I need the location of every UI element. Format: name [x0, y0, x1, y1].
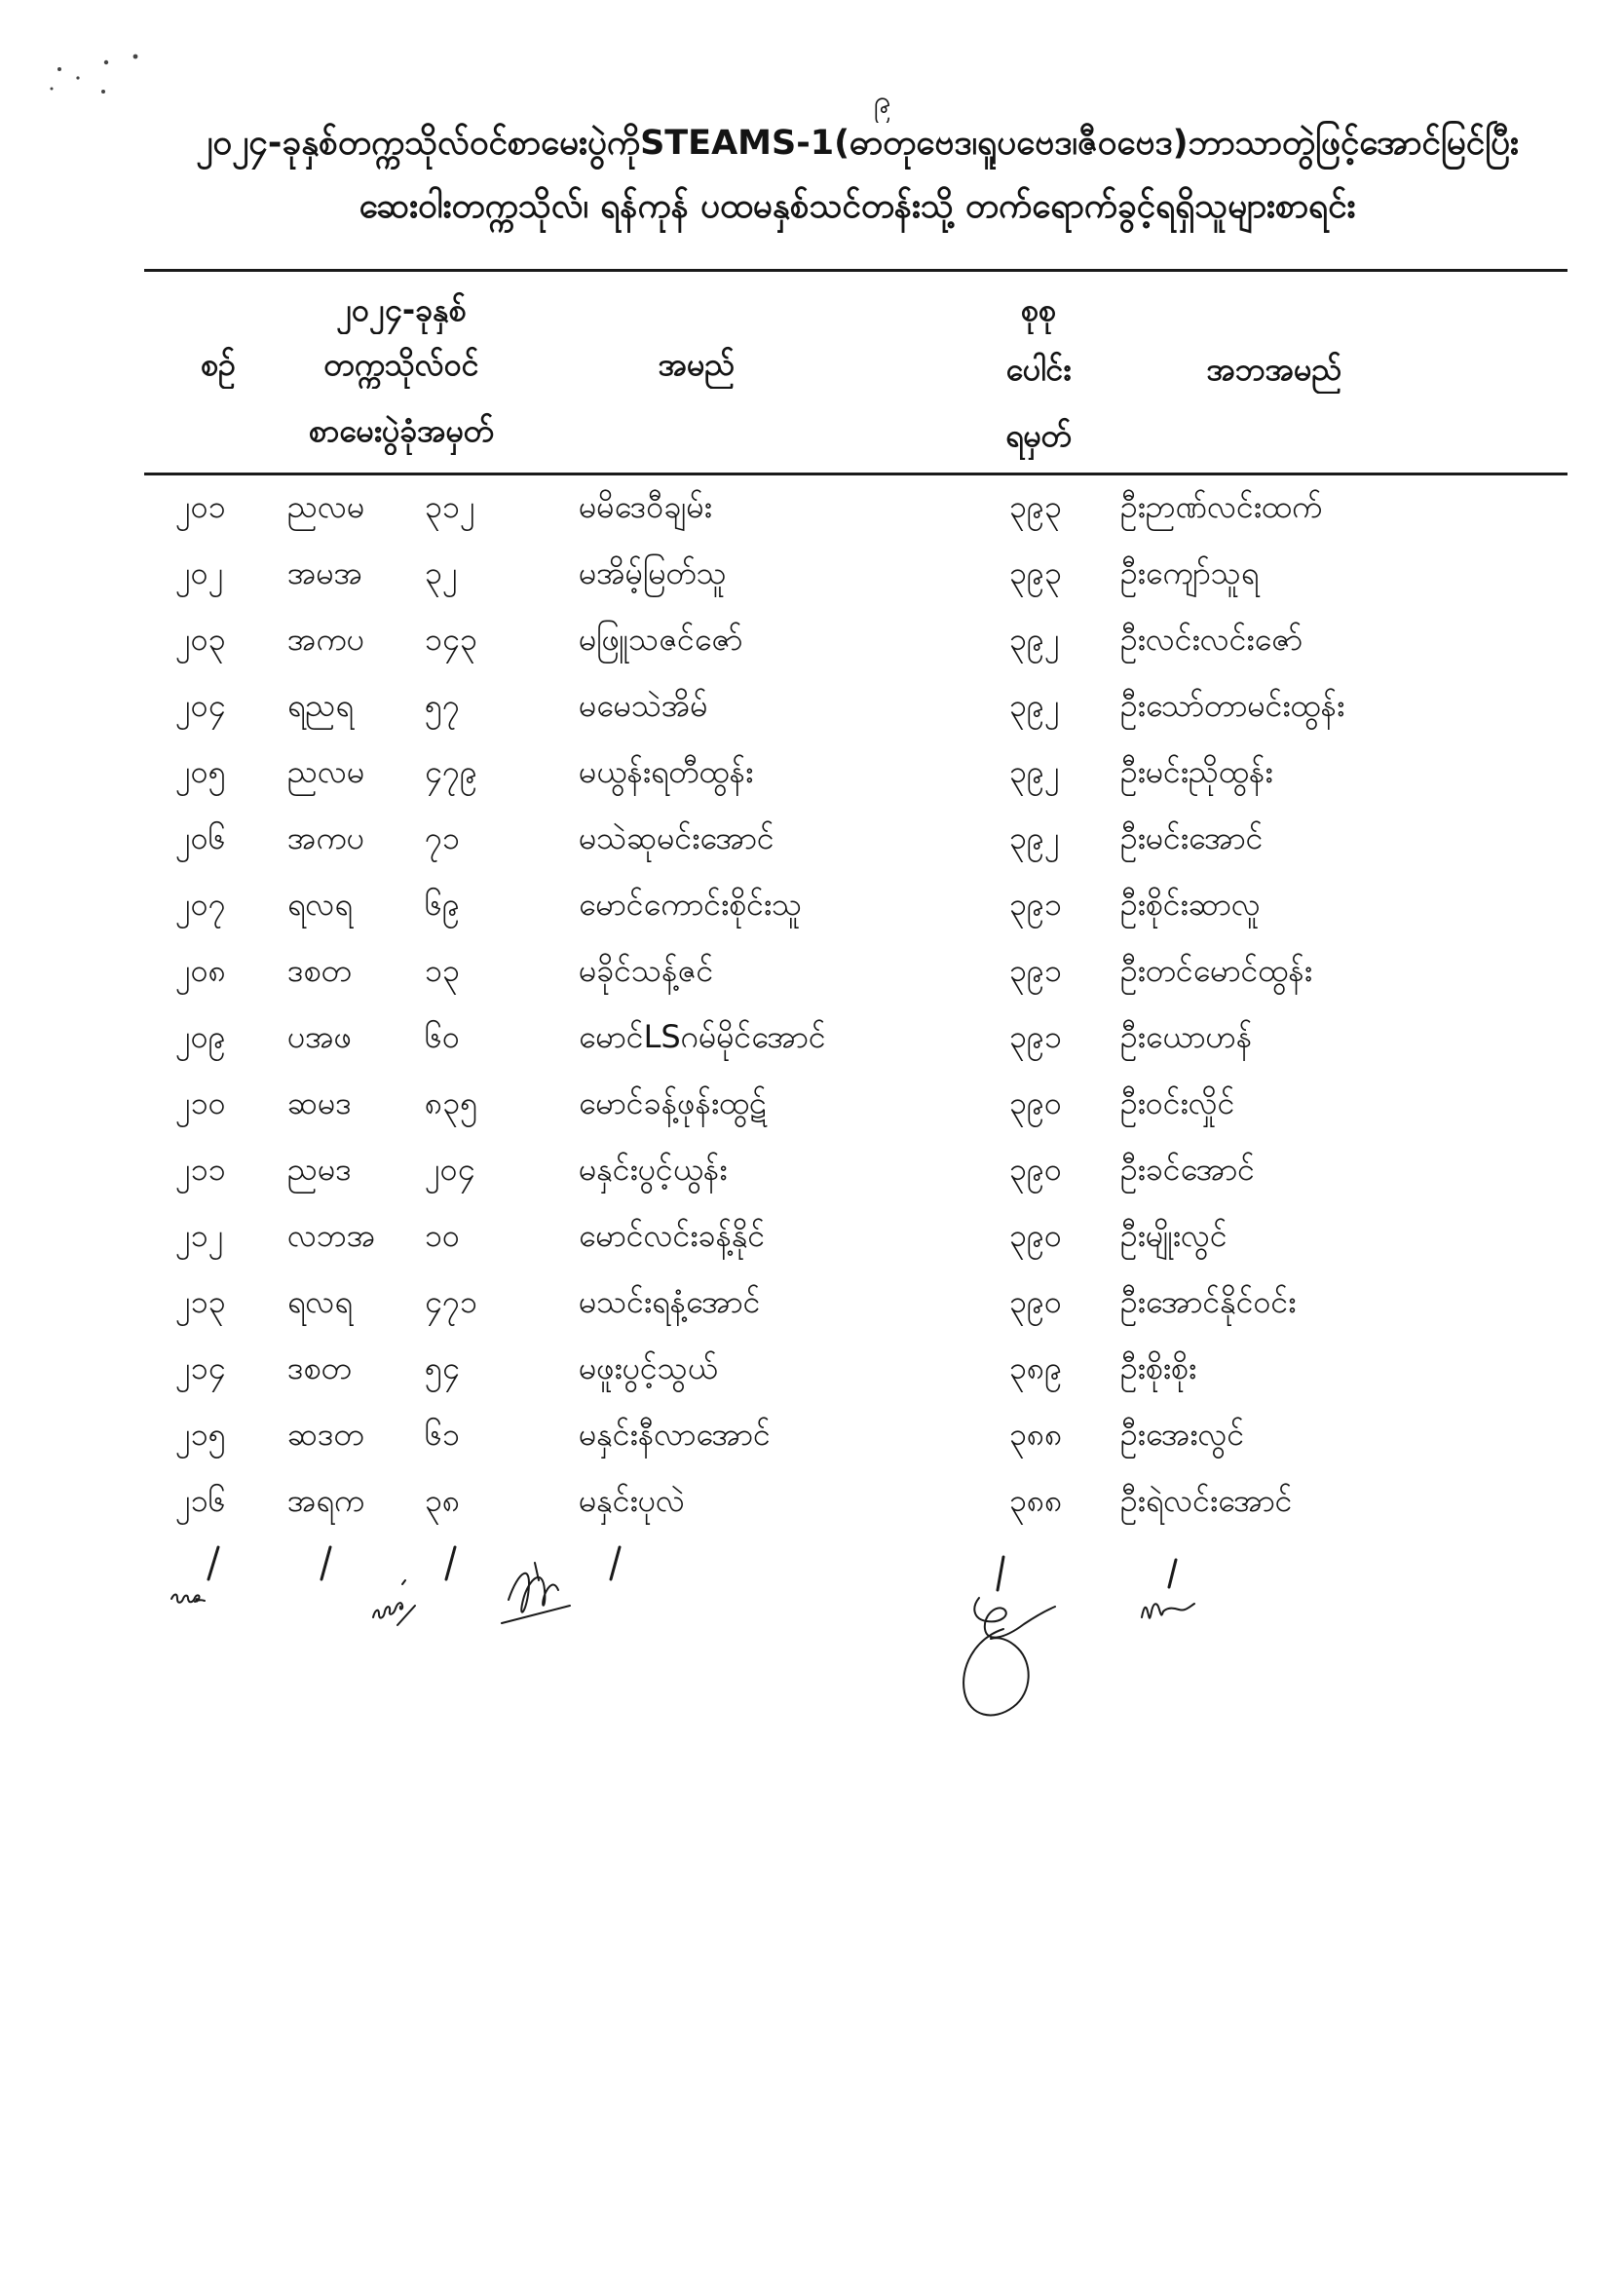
table-row	[0, 1136, 1624, 1202]
table-row	[0, 1070, 1624, 1136]
cell-seat-number: ၆၉	[425, 886, 460, 923]
initials-signature-2	[373, 1580, 415, 1625]
cell-father-name: ဦးခင်အောင်	[1120, 1151, 1256, 1188]
header-total-line-2: ပေါင်း	[1005, 351, 1072, 388]
header-name: အမည်	[658, 346, 736, 383]
cell-seat-number: ၈၃၅	[425, 1084, 478, 1121]
cell-exam-center-code: ဆဒတ	[287, 1416, 364, 1453]
cell-total-score: ၃၉၃	[1009, 488, 1062, 525]
initials-signature-3	[502, 1563, 570, 1623]
cell-student-name: မဖူးပွင့်သွယ်	[579, 1349, 718, 1386]
cell-father-name: ဦးအေးလွင်	[1120, 1416, 1245, 1453]
cell-father-name: ဦးလင်းလင်းဇော်	[1120, 621, 1303, 658]
cell-exam-center-code: လဘအ	[287, 1217, 376, 1254]
cell-father-name: ဦးအောင်နိုင်ဝင်း	[1120, 1283, 1297, 1320]
cell-student-name: မနှင်းနီလာအောင်	[579, 1416, 771, 1453]
cell-serial-number: ၂၀၂	[175, 554, 224, 591]
cell-seat-number: ၁၃	[425, 952, 460, 989]
check-slashes	[208, 1547, 1176, 1590]
table-row	[0, 540, 1624, 606]
cell-serial-number: ၂၀၈	[175, 952, 226, 989]
cell-serial-number: ၂၁၁	[175, 1151, 226, 1188]
header-exam-no-line-3: စာမေးပွဲခုံအမှတ်	[309, 412, 494, 449]
table-row	[0, 1335, 1624, 1401]
table-top-rule	[144, 269, 1567, 272]
cell-total-score: ၃၉၂	[1009, 753, 1060, 790]
cell-father-name: ဦးစိုင်းဆာလူ	[1120, 886, 1261, 923]
header-serial: စဉ်	[201, 346, 236, 383]
cell-total-score: ၃၉၀	[1009, 1217, 1062, 1254]
cell-seat-number: ၃၈	[425, 1482, 461, 1519]
cell-total-score: ၃၈၈	[1009, 1416, 1063, 1453]
cell-student-name: မောင်LSဂမ်မိုင်အောင်	[579, 1018, 826, 1055]
cell-exam-center-code: ဒစတ	[287, 952, 352, 989]
cell-serial-number: ၂၀၉	[175, 1018, 226, 1055]
cell-father-name: ဦးသော်တာမင်းထွန်း	[1120, 687, 1345, 724]
table-row	[0, 1004, 1624, 1070]
header-exam-no-line-1: ၂၀၂၄-ခုနှစ်	[336, 291, 467, 328]
cell-student-name: မနှင်းပုလဲ	[579, 1482, 685, 1519]
cell-student-name: မမိဒေဝီချမ်း	[579, 488, 712, 525]
cell-father-name: ဦးစိုးစိုး	[1120, 1349, 1197, 1386]
document-title-line-2: ဆေးဝါးတက္ကသိုလ်၊ ရန်ကုန် ပထမနှစ်သင်တန်းသို့ တက်ရောက်ခွင့်ရရှိသူများစာရင်း	[359, 187, 1356, 226]
main-signature	[963, 1598, 1055, 1715]
table-row	[0, 805, 1624, 871]
cell-serial-number: ၂၀၆	[175, 819, 226, 856]
cell-total-score: ၃၉၂	[1009, 819, 1060, 856]
cell-exam-center-code: ဆမဒ	[287, 1084, 352, 1121]
cell-student-name: မနှင်းပွင့်ယွန်း	[579, 1151, 728, 1188]
cell-exam-center-code: ရလရ	[287, 886, 353, 923]
cell-serial-number: ၂၀၅	[175, 753, 226, 790]
cell-father-name: ဦးတင်မောင်ထွန်း	[1120, 952, 1312, 989]
cell-seat-number: ၃၁၂	[425, 488, 475, 525]
table-row	[0, 672, 1624, 739]
cell-seat-number: ၁၀	[425, 1217, 460, 1254]
cell-exam-center-code: အကပ	[287, 819, 364, 856]
cell-student-name: မခိုင်သန့်ဇင်	[579, 952, 714, 989]
cell-father-name: ဦးကျော်သူရ	[1120, 554, 1260, 591]
cell-serial-number: ၂၁၀	[175, 1084, 226, 1121]
cell-father-name: ဦးမျိုးလွင်	[1120, 1217, 1227, 1254]
cell-total-score: ၃၉၂	[1009, 687, 1060, 724]
cell-seat-number: ၁၄၃	[425, 621, 477, 658]
cell-student-name: မအိမ့်မြတ်သူ	[579, 554, 727, 591]
cell-serial-number: ၂၁၂	[175, 1217, 224, 1254]
cell-total-score: ၃၈၈	[1009, 1482, 1063, 1519]
cell-exam-center-code: အကပ	[287, 621, 364, 658]
cell-student-name: မသဲဆုမင်းအောင်	[579, 819, 774, 856]
cell-serial-number: ၂၀၁	[175, 488, 226, 525]
header-total-line-3: ရမှတ်	[1005, 417, 1072, 454]
cell-total-score: ၃၉၂	[1009, 621, 1060, 658]
table-row	[0, 606, 1624, 672]
cell-father-name: ဦးဝင်းလှိုင်	[1120, 1084, 1235, 1121]
cell-seat-number: ၆၀	[425, 1018, 460, 1055]
cell-total-score: ၃၉၀	[1009, 1151, 1062, 1188]
cell-student-name: မောင်လင်းခန့်နိုင်	[579, 1217, 766, 1254]
header-father-name: အဘအမည်	[1206, 351, 1342, 388]
cell-exam-center-code: ညလမ	[287, 488, 365, 525]
cell-total-score: ၃၉၁	[1009, 952, 1062, 989]
cell-exam-center-code: ဒစတ	[287, 1349, 352, 1386]
cell-seat-number: ၅၄	[425, 1349, 460, 1386]
cell-exam-center-code: ပအဖ	[287, 1018, 352, 1055]
table-row	[0, 1401, 1624, 1467]
table-row	[0, 1202, 1624, 1269]
cell-total-score: ၃၉၁	[1009, 886, 1062, 923]
cell-father-name: ဦးရဲလင်းအောင်	[1120, 1482, 1293, 1519]
cell-student-name: မောင်ခန့်ဖုန်းထွဋ်	[579, 1084, 767, 1121]
cell-total-score: ၃၈၉	[1009, 1349, 1063, 1386]
cell-serial-number: ၂၁၄	[175, 1349, 226, 1386]
cell-serial-number: ၂၀၃	[175, 621, 226, 658]
cell-seat-number: ၆၁	[425, 1416, 460, 1453]
cell-exam-center-code: ညလမ	[287, 753, 365, 790]
cell-father-name: ဦးဉာဏ်လင်းထက်	[1120, 488, 1323, 525]
table-row	[0, 1269, 1624, 1335]
table-row	[0, 871, 1624, 937]
cell-serial-number: ၂၁၆	[175, 1482, 226, 1519]
cell-student-name: မသင်းရနံ့အောင်	[579, 1283, 761, 1320]
page-number: ၉	[874, 83, 891, 120]
cell-serial-number: ၂၀၇	[175, 886, 226, 923]
cell-exam-center-code: ရလရ	[287, 1283, 353, 1320]
cell-seat-number: ၄၇၉	[425, 753, 477, 790]
cell-seat-number: ၅၇	[425, 687, 460, 724]
cell-seat-number: ၇၁	[425, 819, 460, 856]
header-total-line-1: စုစု	[1021, 291, 1056, 328]
cell-serial-number: ၂၁၅	[175, 1416, 226, 1453]
cell-exam-center-code: အမအ	[287, 554, 363, 591]
cell-total-score: ၃၉၀	[1009, 1283, 1062, 1320]
cell-seat-number: ၂၀၄	[425, 1151, 475, 1188]
document-title-line-1: ၂၀၂၄-ခုနှစ်တက္ကသိုလ်ဝင်စာမေးပွဲကိုSTEAMS-1(ဓာတုဗေဒ၊ရူပဗေဒ၊ဇီဝဗေဒ)ဘာသာတွဲဖြင့်အောင်မြင်ပြီး	[196, 124, 1519, 163]
table-row	[0, 739, 1624, 805]
cell-seat-number: ၄၇၁	[425, 1283, 477, 1320]
cell-student-name: မဖြူသဇင်ဇော်	[579, 621, 743, 658]
cell-student-name: မမေသဲအိမ်	[579, 687, 708, 724]
initials-signature-4	[1142, 1604, 1194, 1618]
cell-seat-number: ၃၂	[425, 554, 458, 591]
cell-serial-number: ၂၀၄	[175, 687, 226, 724]
scan-specks	[51, 55, 138, 94]
cell-total-score: ၃၉၀	[1009, 1084, 1062, 1121]
cell-father-name: ဦးမင်းအောင်	[1120, 819, 1264, 856]
cell-student-name: မောင်ကောင်းစိုင်းသူ	[579, 886, 803, 923]
cell-serial-number: ၂၁၃	[175, 1283, 226, 1320]
cell-total-score: ၃၉၃	[1009, 554, 1062, 591]
cell-exam-center-code: ညမဒ	[287, 1151, 352, 1188]
initials-signature-1	[171, 1595, 205, 1603]
cell-exam-center-code: ရညရ	[287, 687, 354, 724]
cell-father-name: ဦးယောဟန်	[1120, 1018, 1253, 1055]
table-row	[0, 937, 1624, 1004]
cell-total-score: ၃၉၁	[1009, 1018, 1062, 1055]
header-exam-no-line-2: တက္ကသိုလ်ဝင်	[323, 346, 479, 383]
table-row	[0, 474, 1624, 540]
cell-exam-center-code: အရက	[287, 1482, 365, 1519]
table-row	[0, 1467, 1624, 1534]
cell-student-name: မယွန်းရတီထွန်း	[579, 753, 754, 790]
cell-father-name: ဦးမင်းညိုထွန်း	[1120, 753, 1273, 790]
